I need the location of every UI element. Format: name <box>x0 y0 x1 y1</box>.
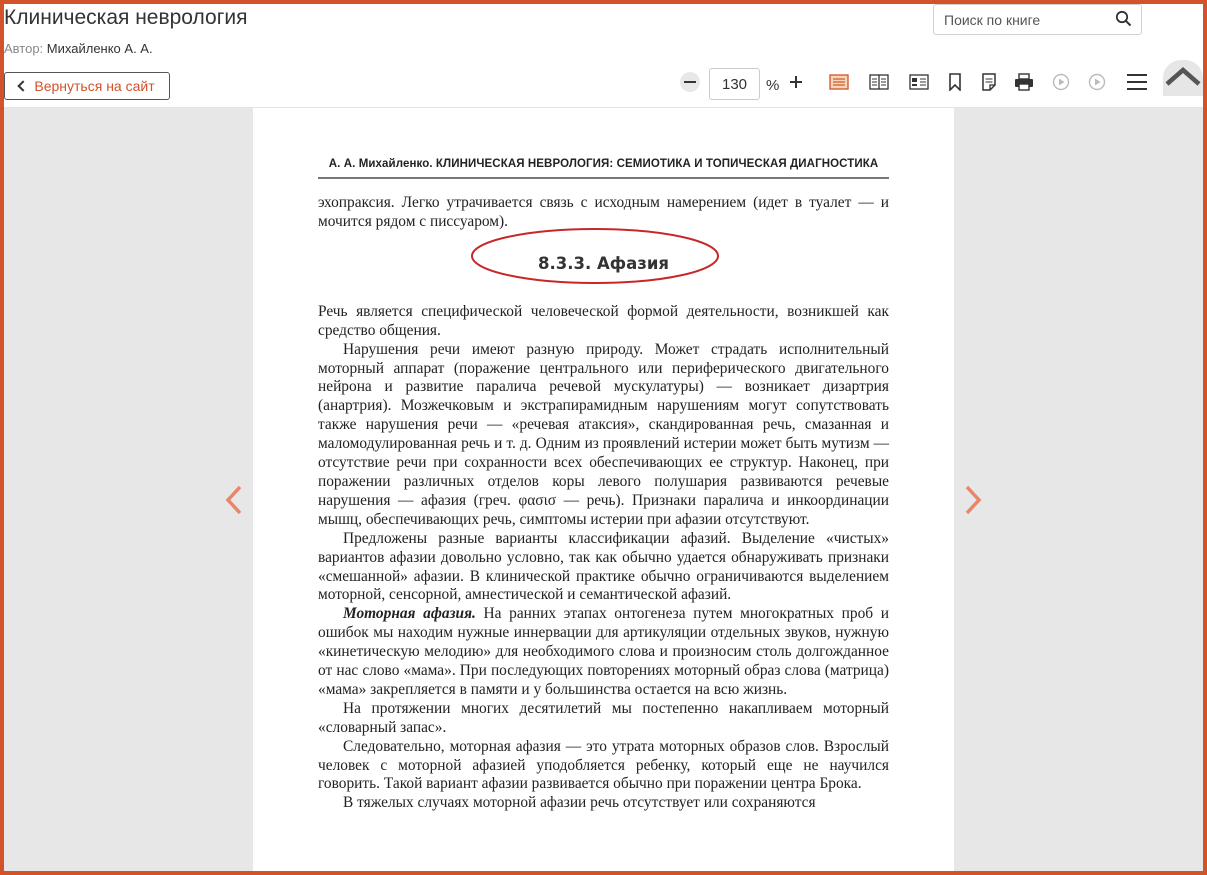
search-icon[interactable] <box>1115 10 1132 27</box>
term: Моторная афазия. <box>343 605 476 623</box>
section-heading: 8.3.3. Афазия <box>537 253 669 273</box>
chevron-left-icon <box>18 80 29 91</box>
paragraph: Речь является специфической человеческой формой деятельности, возникшей как средство общения. <box>318 302 889 339</box>
paragraph: Предложены разные варианты классификации афазий. Выделение «чистых» вариантов афазии довольно условно, так как обычно удается обнаруживать признаки «смешанной» афазии. В клинической практике обычно ограничиваются выделением моторной, сенсорной, амнестической и семантической афазий. <box>318 529 889 604</box>
reader-area <box>0 108 1207 875</box>
book-search <box>933 4 1142 35</box>
menu-icon[interactable] <box>1127 74 1147 90</box>
reader-header <box>0 0 1207 108</box>
print-icon[interactable] <box>1014 72 1034 92</box>
single-page-icon[interactable] <box>829 72 849 92</box>
play-icon[interactable] <box>1087 72 1107 92</box>
paragraph <box>318 605 889 700</box>
section-heading-wrap <box>318 232 889 303</box>
author-name: Михайленко А. А. <box>46 41 153 56</box>
next-page-arrow-icon[interactable] <box>963 485 983 515</box>
zoom-out-icon[interactable] <box>680 72 700 92</box>
search-input[interactable] <box>934 5 1124 34</box>
back-to-site-label: Вернуться на сайт <box>34 78 155 94</box>
zoom-input[interactable] <box>709 68 760 100</box>
paragraph: Следовательно, моторная афазия — это утрата моторных образов слов. Взрослый человек с моторной афазией уподобляется ребенку, который еще не научился говорить. Такой вариант афазии развивается обычно при поражении центра Брока. <box>318 737 889 793</box>
paragraph: В тяжелых случаях моторной афазии речь отсутствует или сохраняются <box>343 794 816 812</box>
running-head: А. А. Михайленко. КЛИНИЧЕСКАЯ НЕВРОЛОГИЯ: СЕМИОТИКА И ТОПИЧЕСКАЯ ДИАГНОСТИКА <box>328 158 879 170</box>
paragraph: На протяжении многих десятилетий мы постепенно накапливаем моторный «словарный запас». <box>318 699 889 736</box>
scroll-top-icon <box>1163 60 1203 96</box>
thumbnails-icon[interactable] <box>909 72 929 92</box>
play-icon[interactable] <box>1051 72 1071 92</box>
header-rule <box>318 177 889 179</box>
paragraph: Нарушения речи имеют разную природу. Может страдать исполнительный моторный аппарат (поражение центрального или периферического двигательного нейрона и развитие паралича речевой мускулатуры) — возникает дизартрия (анартрия). Мозжечковым и экстрапирамидным нарушениям могут сопутствовать также нарушения речи — «речевая атаксия», скандированная речь, смазанная и маломодулированная речь и т. д. Одним из проявлений истерии может быть мутизм — отсутствие речи при сохранности всех обеспечивающих ее структур. Наконец, при поражении различных отделов коры левого полушария развиваются речевые нарушения — афазия (греч. φασισ — речь). Признаки паралича и инкоординации мышц, обеспечивающих речь, симптомы истерии при афазии отсутствуют. <box>318 340 889 528</box>
two-page-icon[interactable] <box>869 72 889 92</box>
paragraph-text: На ранних этапах онтогенеза путем многократных проб и ошибок мы находим нужные иннервации для артикуляции отдельных звуков, нужную «кинетическую мелодию» для необходимого слова и произносим столь долгожданное от нас слово «мама». При последующих повторениях моторный образ слова (матрица) «мама» закрепляется в памяти и у большинства остается на всю жизнь. <box>318 605 889 698</box>
paragraph: эхопраксия. Легко утрачивается связь с исходным намерением (идет в туалет — и мочится рядом с писсуаром). <box>318 194 889 230</box>
notes-icon[interactable] <box>979 72 999 92</box>
page-text <box>318 194 889 813</box>
zoom-in-icon[interactable] <box>786 72 806 92</box>
book-title: Клиническая неврология <box>4 6 248 29</box>
zoom-unit: % <box>766 77 780 94</box>
back-to-site-button[interactable] <box>4 72 170 100</box>
book-page <box>253 108 954 875</box>
author-label: Автор: <box>4 41 44 56</box>
author-line <box>4 41 153 56</box>
prev-page-arrow-icon[interactable] <box>224 485 244 515</box>
bookmark-icon[interactable] <box>945 72 965 92</box>
scroll-top-button[interactable] <box>1163 60 1203 96</box>
